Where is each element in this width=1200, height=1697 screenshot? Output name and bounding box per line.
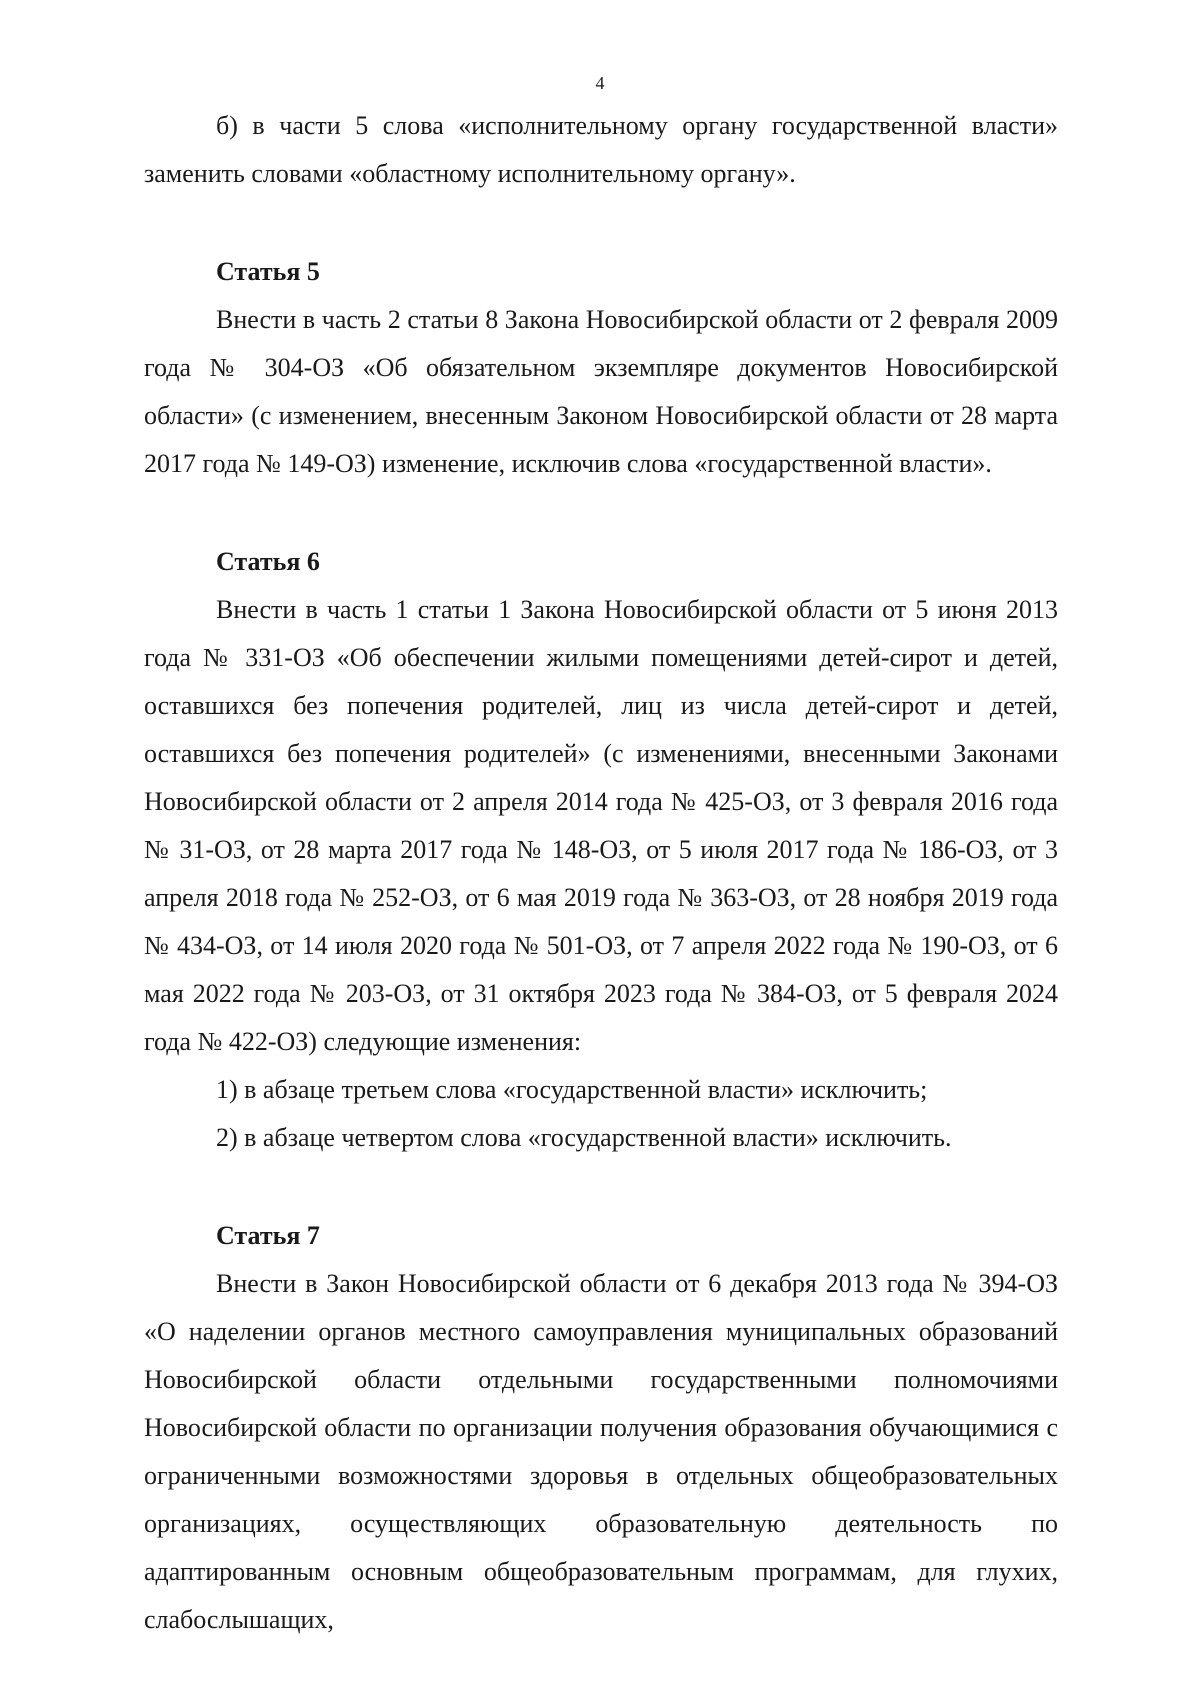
article-6-item-2: 2) в абзаце четвертом слова «государственной власти» исключить. [216,1123,952,1152]
article-5-heading: Статья 5 [216,257,320,286]
article-6-text: Внести в часть 1 статьи 1 Закона Новосибирской области от 5 июня 2013 года № 331-ОЗ «Об обеспечении жилыми помещениями детей-сирот и детей, оставшихся без попечения родителей, лиц из числа детей-сирот и детей, оставшихся без попечения родителей» (с изменениями, внесенными Законами Новосибирской области от 2 апреля 2014 года № 425-ОЗ, от 3 февраля 2016 года № 31-ОЗ, от 28 марта 2017 года № 148-ОЗ, от 5 июля 2017 года № 186-ОЗ, от 3 апреля 2018 года № 252-ОЗ, от 6 мая 2019 года № 363-ОЗ, от 28 ноября 2019 года № 434-ОЗ, от 14 июля 2020 года № 501-ОЗ, от 7 апреля 2022 года № 190-ОЗ, от 6 мая 2022 года № 203-ОЗ, от 31 октября 2023 года № 384-ОЗ, от 5 февраля 2024 года № 422-ОЗ) следующие изменения: [144,595,1058,1056]
article-7-text: Внести в Закон Новосибирской области от 6 декабря 2013 года № 394-ОЗ «О наделении органов местного самоуправления муниципальных образований Новосибирской области отдельными государственными полномочиями Новосибирской области по организации получения образования обучающимися с ограниченными возможностями здоровья в отдельных общеобразовательных организациях, осуществляющих образовательную деятельность по адаптированным основным общеобразовательным программам, для глухих, слабослышащих, [144,1269,1058,1634]
article-5-text: Внести в часть 2 статьи 8 Закона Новосибирской области от 2 февраля 2009 года № 304-ОЗ «Об обязательном экземпляре документов Новосибирской области» (с изменением, внесенным Законом Новосибирской области от 28 марта 2017 года № 149-ОЗ) изменение, исключив слова «государственной власти». [144,305,1058,478]
document-body [144,102,1058,1644]
item-b-paragraph: б) в части 5 слова «исполнительному органу государственной власти» заменить словами «областному исполнительному органу». [144,111,1058,188]
page-number: 4 [595,73,605,93]
article-6-item-1: 1) в абзаце третьем слова «государственной власти» исключить; [216,1075,928,1104]
article-6-heading: Статья 6 [216,547,320,576]
article-7-heading: Статья 7 [216,1221,320,1250]
